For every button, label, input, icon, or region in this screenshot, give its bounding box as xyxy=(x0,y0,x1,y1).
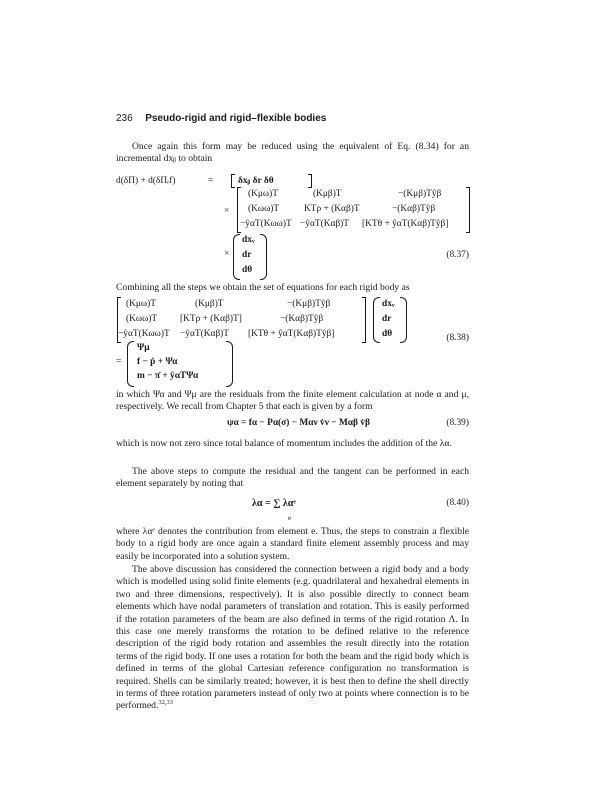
eq837-row-bracket-right xyxy=(308,174,312,188)
paragraph-4: which is now not zero since total balance of momentum includes the addition of the λα. xyxy=(116,438,452,449)
paragraph-1: Once again this form may be reduced using the equivalent of Eq. (8.34) for an incremental dxᵦ to obtain xyxy=(116,141,469,165)
eq838-equals: = xyxy=(116,357,122,367)
eq837-times-2: × xyxy=(224,249,230,259)
eq837-m21: (Kωω)T xyxy=(248,204,280,214)
eq839-number: (8.39) xyxy=(446,418,469,428)
eq838-m22: [KTρ + (Kαβ)T] xyxy=(180,314,242,324)
eq838-matrix-bracket-right xyxy=(362,297,366,343)
eq837-m33: [KTθ + ŷαT(Kαβ)Tŷβ] xyxy=(362,219,449,229)
eq838-r1: Ψμ xyxy=(137,343,150,353)
eq837-m23: −(Kαβ)Tŷβ xyxy=(392,204,436,214)
page-number: 236 xyxy=(116,113,133,124)
eq837-times-1: × xyxy=(224,206,230,216)
eq838-m21: (Kωω)T xyxy=(126,314,158,324)
paragraph-2: Combining all the steps we obtain the set of equations for each rigid body as xyxy=(116,282,410,293)
eq840-text: λα = ∑ λαᵉ xyxy=(252,498,296,509)
eq837-v3: dθ xyxy=(242,265,253,275)
paragraph-5: The above steps to compute the residual and the tangent can be performed in each element separately by noting that xyxy=(116,466,469,490)
page-header xyxy=(116,113,326,124)
eq838-vector-brace-left xyxy=(373,297,380,343)
eq838-v1: dxᵥ xyxy=(382,299,395,309)
eq837-number: (8.37) xyxy=(446,250,469,260)
eq838-v3: dθ xyxy=(382,329,393,339)
eq837-row-bracket-left xyxy=(231,174,235,188)
eq838-r2: f − ṗ + Ψα xyxy=(137,357,178,367)
eq837-m22: KTρ + (Kαβ)T xyxy=(304,204,360,214)
running-title: Pseudo-rigid and rigid–flexible bodies xyxy=(145,113,327,124)
eq837-matrix-bracket-right xyxy=(466,187,470,233)
eq837-m13: −(Kμβ)Tŷβ xyxy=(398,189,442,199)
eq837-equals: = xyxy=(208,176,214,186)
eq837-m32: −ŷαT(Kαβ)T xyxy=(300,219,350,229)
eq837-row-vector: δxᵦ δr δθ xyxy=(238,176,274,186)
eq838-m13: −(Kμβ)Tŷβ xyxy=(287,299,331,309)
eq837-m12: (Kμβ)T xyxy=(313,189,342,199)
paragraph-7 xyxy=(116,564,469,713)
paragraph-7-text: The above discussion has considered the connection between a rigid body and a body which is modelled using solid finite elements (e.g. quadrilateral and hexahedral elements in two and three dimensions, respectively). It is also possible directly to connect beam elements which have nodal parameters of translation and rotation. This is easily performed if the rotation parameters of the beam are also defined in terms of the rigid rotation Λ. In this case one merely transforms the rotation to be defined relative to the reference description of the rigid body rotation and assembles the result directly into the rotation terms of the rigid body. If one uses a rotation for both the beam and the rigid body which is defined in terms of the global Cartesian reference configuration no transformation is required. Shells can be similarly treated; however, it is best then to define the shell directly in terms of three rotation parameters instead of only two at points where connection is to be performed. xyxy=(116,564,469,712)
eq838-vector-brace-right xyxy=(400,297,407,343)
eq840-number: (8.40) xyxy=(446,498,469,508)
eq838-m23: −(Kαβ)Tŷβ xyxy=(280,314,324,324)
eq837-lhs: d(δΠ) + d(δΠᵣf) xyxy=(116,176,176,186)
paragraph-6: where λαᵉ denotes the contribution from element e. Thus, the steps to constrain a flexible body to a rigid body are once again a standard finite element assembly process and may easily be incorporated into a solution system. xyxy=(116,526,469,562)
paragraph-3: in which Ψα and Ψμ are the residuals from the finite element calculation at node α and μ, respectively. We recall from Chapter 5 that each is given by a form xyxy=(116,389,469,413)
eq837-m31: −ŷαT(Kωω)T xyxy=(240,219,292,229)
eq838-m11: (Kμω)T xyxy=(126,299,156,309)
eq838-m32: −ŷαT(Kαβ)T xyxy=(180,329,230,339)
eq838-rhs-brace-left xyxy=(127,341,134,387)
eq838-r3: m − π̇ + ŷαTΨα xyxy=(137,371,199,381)
eq837-vector-brace-left xyxy=(233,234,240,280)
eq837-m11: (Kμω)T xyxy=(248,189,278,199)
eq840-sum-index: e xyxy=(288,514,292,522)
eq838-m31: −ŷαT(Kωω)T xyxy=(118,329,170,339)
eq837-vector-brace-right xyxy=(260,234,267,280)
eq839-text: ψα = fα − Pα(σ) − Mαν v̇ν − Mαβ v̇β xyxy=(227,418,370,428)
paragraph-7-citation: 32,33 xyxy=(158,699,173,707)
eq838-v2: dr xyxy=(382,314,392,324)
eq838-m12: (Kμβ)T xyxy=(195,299,224,309)
eq837-v2: dr xyxy=(242,250,252,260)
eq838-rhs-brace-right xyxy=(226,341,233,387)
eq837-v1: dxᵥ xyxy=(242,235,255,245)
eq838-number: (8.38) xyxy=(446,333,469,343)
eq838-m33: [KTθ + ŷαT(Kαβ)Tŷβ] xyxy=(248,329,335,339)
